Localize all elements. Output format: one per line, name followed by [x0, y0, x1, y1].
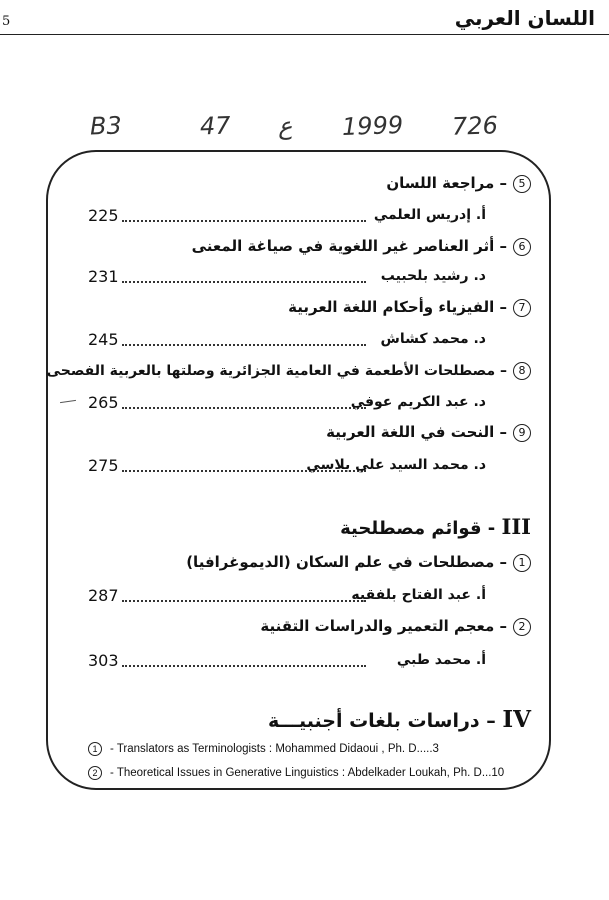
toc-author-line [88, 330, 486, 350]
dot-leader [122, 592, 366, 602]
toc-item-title: 9– النحت في اللغة العربية [326, 423, 531, 442]
circled-number: 1 [513, 554, 531, 572]
author-name: أ. إدريس العلمي [373, 207, 486, 223]
toc-author-line [88, 586, 486, 606]
circled-number: 9 [513, 424, 531, 442]
handwritten-note: 1999 [341, 110, 404, 142]
author-name: أ. محمد طبي [396, 652, 486, 668]
page-ref: 231 [88, 267, 119, 286]
page-ref: 275 [88, 456, 119, 475]
section-roman-numeral: IV [502, 706, 531, 733]
circled-number: 8 [513, 362, 531, 380]
journal-title: اللسان العربي [454, 6, 595, 30]
toc-author-line [88, 651, 486, 671]
handwritten-note: 726 [451, 111, 499, 141]
page-ref: 225 [88, 206, 119, 225]
section-title: III - قوائم مصطلحية [340, 514, 531, 539]
author-name: د. رشيد بلحبيب [380, 268, 486, 284]
handwritten-note: B3 [89, 111, 123, 141]
page-ref: 265 [88, 393, 119, 412]
circled-number: 2 [88, 766, 102, 780]
circled-number: 1 [88, 742, 102, 756]
author-name: د. محمد السيد علي بلاسي [306, 457, 486, 473]
foreign-item: 2 - Theoretical Issues in Generative Linguistics : Abdelkader Loukah, Ph. D...10 [88, 766, 504, 780]
toc-item-title: 8– مصطلحات الأطعمة في العامية الجزائرية وصلتها بالعربية الفصحى [47, 362, 531, 380]
toc-item-title: 7– الفيزياء وأحكام اللغة العربية [288, 298, 531, 317]
author-name: أ. عبد الفتاح بلفقيه [351, 587, 486, 603]
handwritten-note: 47 [199, 111, 232, 141]
toc-author-line [88, 456, 486, 476]
toc-item-title: 6– أثر العناصر غير اللغوية في صياغة المعنى [192, 237, 531, 256]
dot-leader [122, 336, 366, 346]
toc-author-line [88, 267, 486, 287]
circled-number: 6 [513, 238, 531, 256]
page-ref: 303 [88, 651, 119, 670]
page-ref: 287 [88, 586, 119, 605]
page-number: 5 [2, 14, 11, 29]
circled-number: 5 [513, 175, 531, 193]
circled-number: 2 [513, 618, 531, 636]
dot-leader [122, 657, 366, 667]
dot-leader [122, 273, 366, 283]
author-name: د. محمد كشاش [380, 331, 486, 347]
toc-item-title: 2– معجم التعمير والدراسات التقنية [260, 617, 531, 636]
toc-item-title: 5– مراجعة اللسان [386, 174, 531, 193]
circled-number: 7 [513, 299, 531, 317]
section-title: IV – دراسات بلغات أجنبيـــة [267, 706, 531, 733]
section-roman-numeral: III [501, 514, 531, 539]
author-name: د. عبد الكريم عوفي [350, 394, 486, 410]
dot-leader [122, 399, 366, 409]
foreign-item: 1 - Translators as Terminologists : Mohammed Didaoui , Ph. D.....3 [88, 742, 439, 756]
handwritten-note: ع [277, 111, 293, 141]
toc-author-line [88, 393, 486, 413]
page-ref: 245 [88, 330, 119, 349]
dot-leader [122, 212, 366, 222]
toc-item-title: 1– مصطلحات في علم السكان (الديموغرافيا) [186, 553, 531, 572]
toc-author-line [88, 206, 486, 226]
header-rule [0, 34, 609, 35]
